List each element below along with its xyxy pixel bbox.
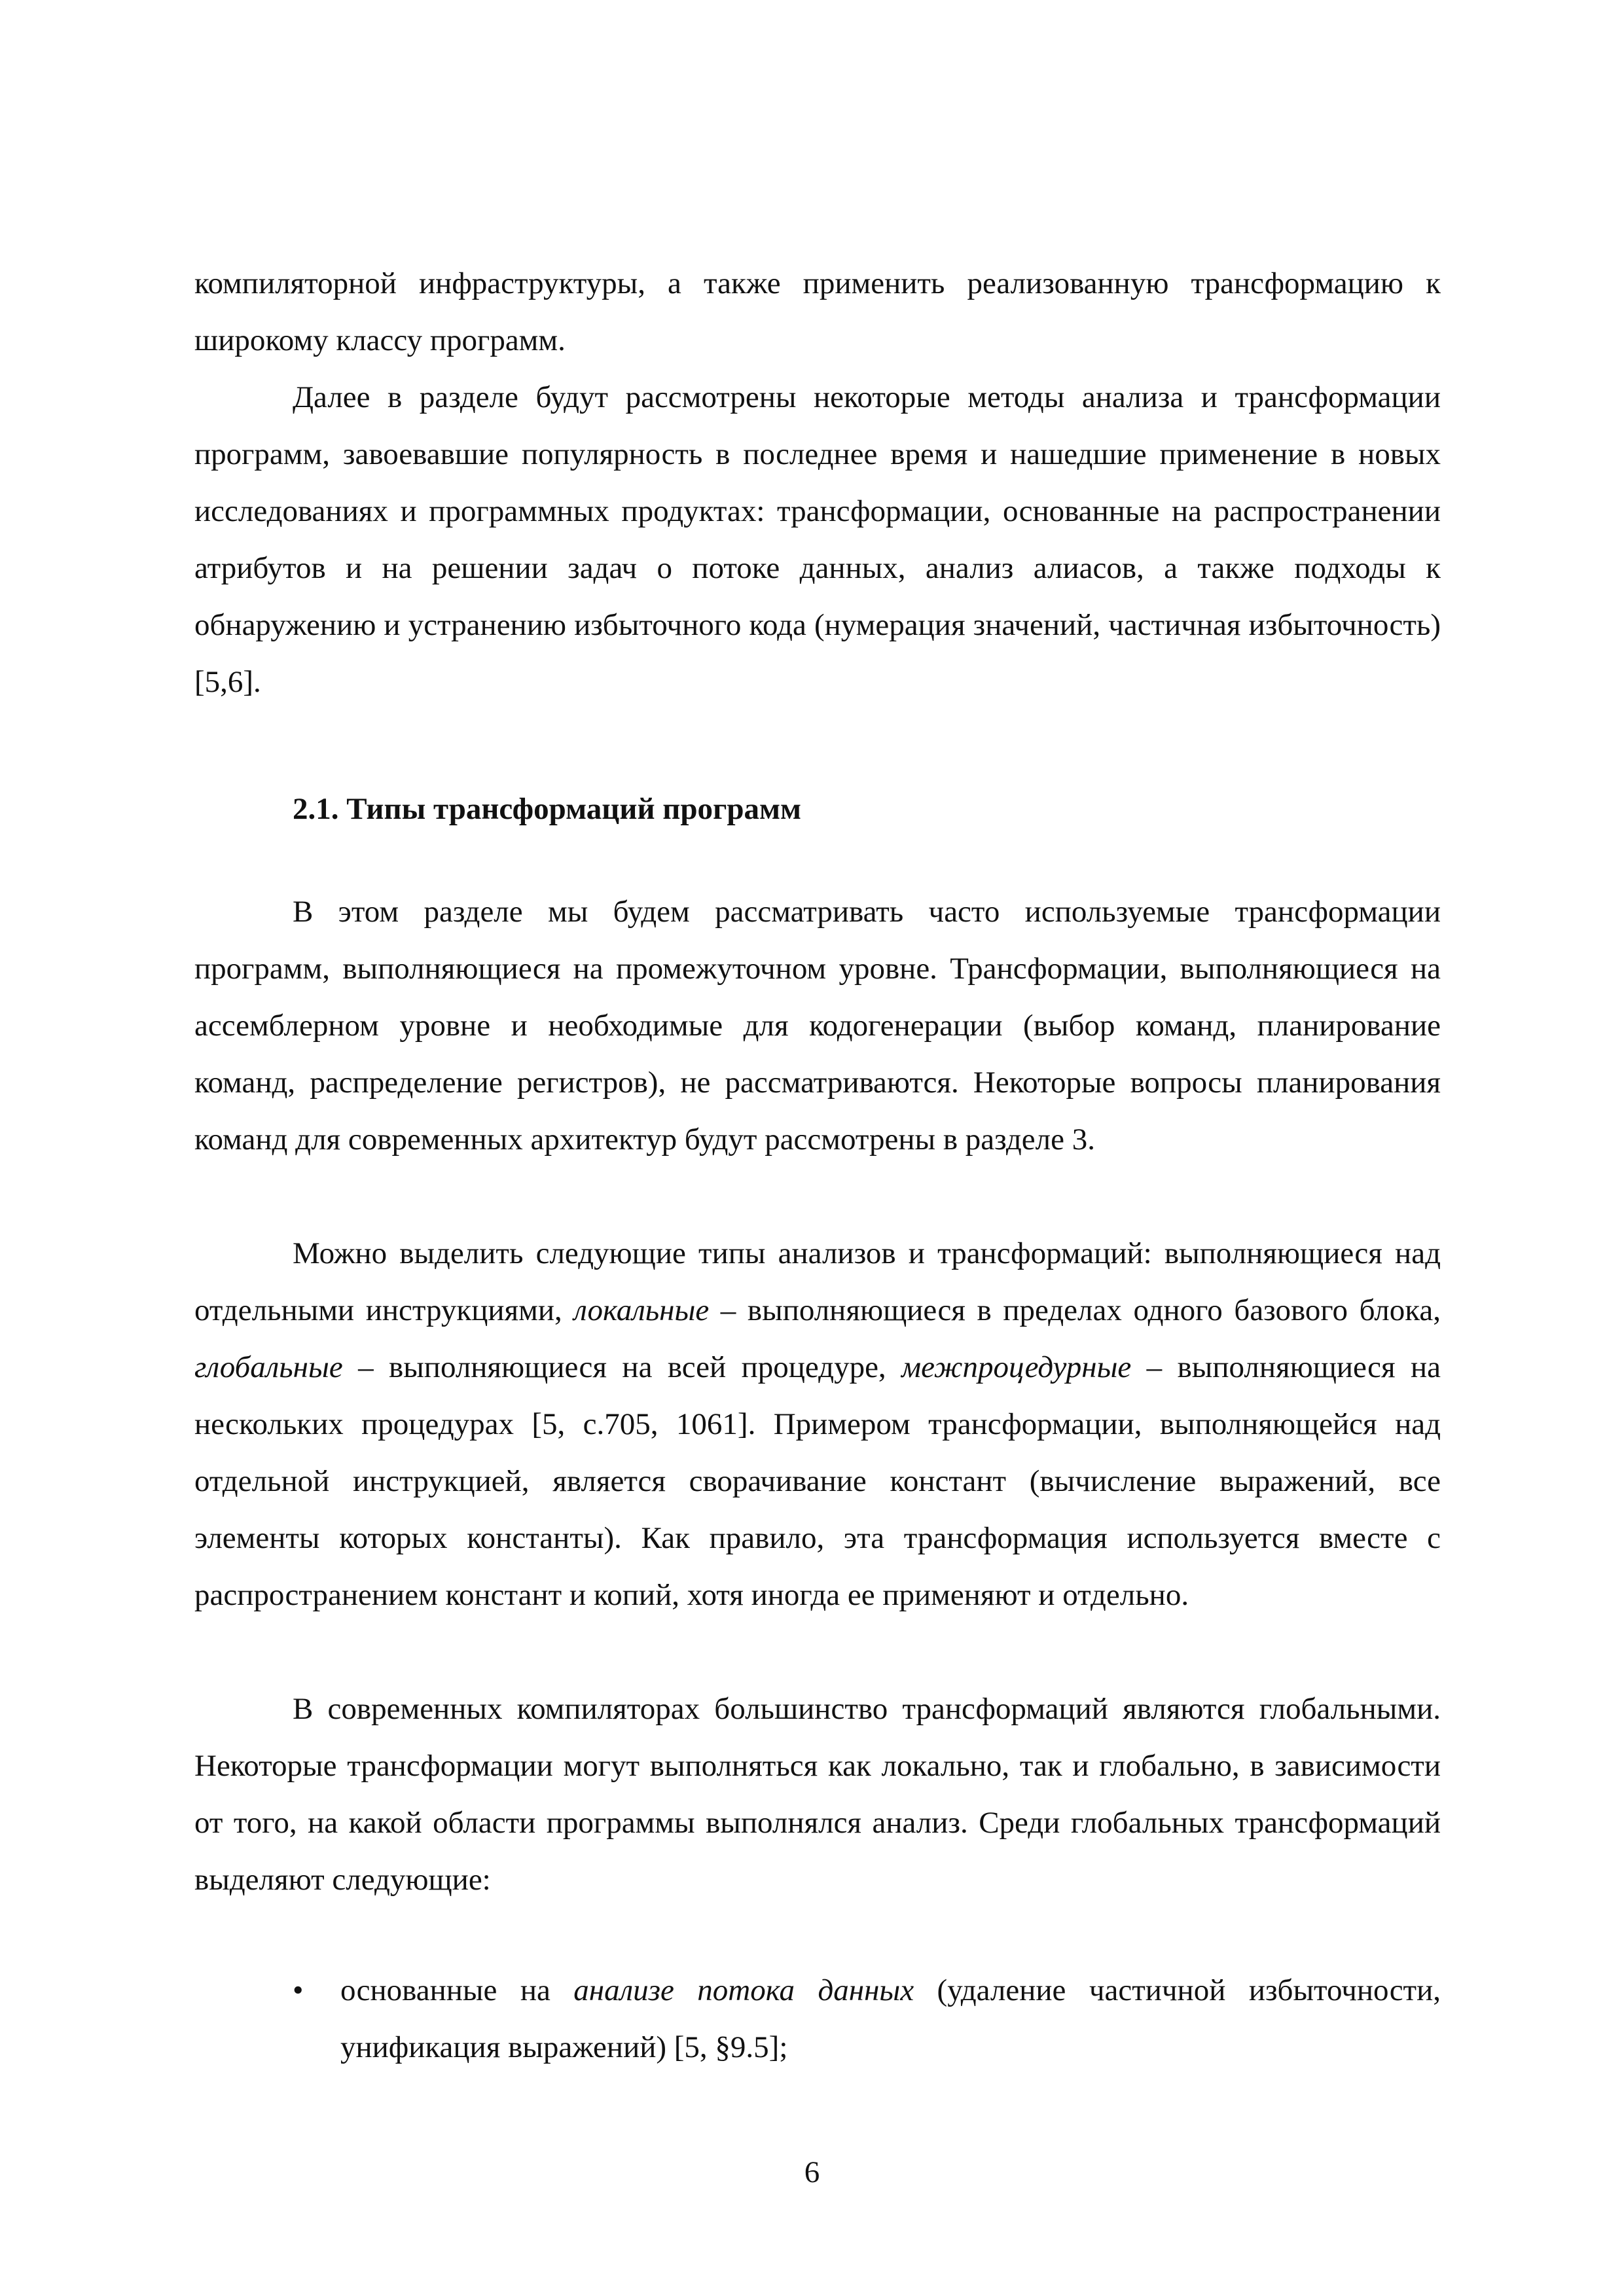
paragraph-2-text-a: Можно выделить следующие типы анализов и трансформаций: выполняющиеся над отдельными инструкциями, xyxy=(194,1236,1441,1327)
section-paragraph-2 xyxy=(194,1225,1441,1624)
term-dataflow: анализе потока данных xyxy=(573,1973,914,2007)
bullet-text-b: (удаление частичной избыточности, унификация выражений) [5, §9.5]; xyxy=(340,1973,1441,2064)
bullet-marker: • xyxy=(293,1973,304,2007)
paragraph-2-text-c: – выполняющиеся на всей процедуре, xyxy=(342,1350,902,1384)
continuation-paragraph: компиляторной инфраструктуры, а также применить реализованную трансформацию к широкому классу программ. xyxy=(194,266,1441,357)
section-heading: 2.1. Типы трансформаций программ xyxy=(293,792,802,826)
term-local: локальные xyxy=(573,1293,710,1327)
section-paragraph-1: В этом разделе мы будем рассматривать часто используемые трансформации программ, выполняющиеся на промежуточном уровне. Трансформации, выполняющиеся на ассемблерном уровне и необходимые для кодогенерации (выбор команд, планирование команд, распределение регистров), не рассматриваются. Некоторые вопросы планирования команд для современных архитектур будут рассмотрены в разделе 3. xyxy=(194,895,1441,1157)
bullet-text-a: основанные на xyxy=(340,1973,574,2007)
bullet-item xyxy=(194,1962,1441,2076)
section-paragraph-3: В современных компиляторах большинство трансформаций являются глобальными. Некоторые трансформации могут выполняться как локально, так и глобально, в зависимости от того, на какой области программы выполнялся анализ. Среди глобальных трансформаций выделяют следующие: xyxy=(194,1692,1441,1897)
paragraph-2-text-b: – выполняющиеся в пределах одного базового блока, xyxy=(709,1293,1441,1327)
page-number: 6 xyxy=(804,2155,820,2189)
term-interprocedural: межпроцедурные xyxy=(901,1350,1132,1384)
term-global: глобальные xyxy=(194,1350,343,1384)
bullet-text xyxy=(340,1962,1441,2076)
paragraph-2-text-d: – выполняющиеся на нескольких процедурах [5, с.705, 1061]. Примером трансформации, выполняющейся над отдельной инструкцией, является сворачивание констант (вычисление выражений, все элементы которых константы). Как правило, эта трансформация используется вместе с распространением констант и копий, хотя иногда ее применяют и отдельно. xyxy=(194,1350,1441,1612)
intro-paragraph: Далее в разделе будут рассмотрены некоторые методы анализа и трансформации программ, завоевавшие популярность в последнее время и нашедшие применение в новых исследованиях и программных продуктах: трансформации, основанные на распространении атрибутов и на решении задач о потоке данных, анализ алиасов, а также подходы к обнаружению и устранению избыточного кода (нумерация значений, частичная избыточность) [5,6]. xyxy=(194,380,1441,699)
